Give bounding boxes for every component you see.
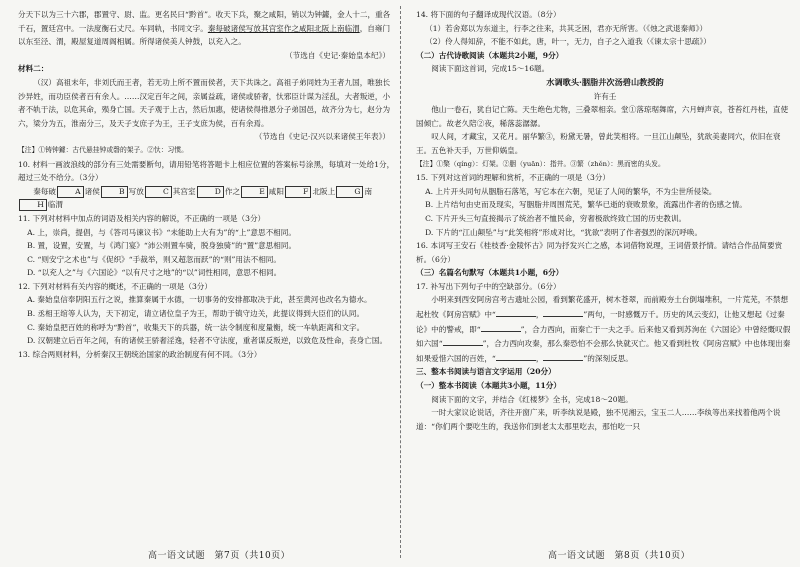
q10-token: 咸阳 xyxy=(268,186,284,196)
q11-option-b: B. 置，设置，安置，与《鸿门宴》“沛公则置车骑，脱身独骑”的“置”意思相同。 xyxy=(27,241,297,251)
q10-mark-f[interactable]: F xyxy=(285,186,311,198)
q17-stem: 17. 补写出下列句子中的空缺部分。（6分） xyxy=(416,281,561,291)
poem-note: 【注】①檠（qíng）：灯架。②胭（yuān）：指井。③繁（zhěn）：黑而密的头发。 xyxy=(416,159,665,168)
page-8-footer: 高一语文试题 第8页（共10页） xyxy=(548,551,691,561)
q17-text-3: ”，合力西向，而秦亡于一夫之手。后来他又看到苏洵在《六国论》中曾经慨叹假如六国“ xyxy=(416,324,791,349)
q12-option-d: D. 汉朝建立后百年之间，有的诸侯王骄奢淫逸，轻者不守法度，重者谋反叛逆，以致危及性命，丧身亡国。 xyxy=(27,336,388,346)
page-divider xyxy=(400,6,401,558)
material1-wavy-sentence: 秦每破诸侯写放其宫室作之咸阳北阪上南临渭 xyxy=(207,23,360,33)
section-poetry-heading: （二）古代诗歌阅读（本题共2小题，9分） xyxy=(416,50,564,60)
subsection-book-heading: （一）整本书阅读（本题共3小题，11分） xyxy=(416,381,561,391)
poem-title: 水调歌头·胭脂井次汤碧山教授韵 xyxy=(546,76,664,87)
q17-blank-3[interactable] xyxy=(481,322,521,332)
q10-token: 作之 xyxy=(224,186,241,196)
page-7-footer: 高一语文试题 第7页（共10页） xyxy=(148,551,291,561)
material1-rest: ，自雍门以东至泾、渭，殿屋复道周阁相属。所得诸侯美人钟鼓，以充入之。 xyxy=(18,23,391,47)
material1-text xyxy=(18,8,396,49)
q14-sentence-2: （2）伶人得知辞，不能不如此，唐，叶一，无力，自子之入道我（《谏太宗十思疏》） xyxy=(425,37,711,47)
q17-text-1: 小明来到西安阿房宫考古遗址公园，看到繁花盛开，树木苍翠，而前殿夯土台倒塌堆积，一片荒芜，不禁想起杜牧《阿房宫赋》中“ xyxy=(416,295,789,320)
q13-stem: 13. 综合两则材料，分析秦汉王朝统治国家的政治制度有何不同。（3分） xyxy=(18,349,262,359)
page-7 xyxy=(18,8,396,544)
q10-mark-c[interactable]: C xyxy=(145,186,172,198)
q11-option-d: D. “以充人之”与《六国论》“以有尺寸之地”的“以”词性相同，意思不相同。 xyxy=(27,268,282,278)
material1-tail: 分天下以为三十六郡，郡置守、尉、监。更名民曰“黔首”。收天下兵，聚之咸阳，销以为钟鐻，金人十二，重各千石，置廷宫中。一法度衡石丈尺。车同轨，书同文字。 xyxy=(18,10,391,33)
q10-mark-e[interactable]: E xyxy=(241,186,268,198)
q10-token: 其宫室 xyxy=(172,186,196,196)
q10-mark-d[interactable]: D xyxy=(197,186,224,198)
q10-mark-b[interactable]: B xyxy=(101,186,128,198)
q12-stem: 12. 下列对材料有关内容的概述，不正确的一项是（3分） xyxy=(18,281,212,291)
material2-label: 材料二： xyxy=(18,64,49,74)
q17-text-2: ”两句，一时感慨万千。历史的风云变幻，让他又想起《过秦论》中的警戒，即“ xyxy=(416,310,785,334)
page-8 xyxy=(416,8,794,544)
section-three-heading: 三、整本书阅读与语言文字运用（20分） xyxy=(416,367,556,377)
subsection-book-intro: 阅读下面的文字，并结合《红楼梦》全书，完成18～20题。 xyxy=(431,394,633,404)
q10-token: 诸侯 xyxy=(84,186,100,196)
q10-token: 临渭 xyxy=(47,200,63,210)
q17-blank-1[interactable] xyxy=(496,307,536,317)
q15-stem: 15. 下列对这首词的理解和赏析，不正确的一项是（3分） xyxy=(416,173,610,183)
q10-stem: 10. 材料一画波浪线的部分有三处需要断句，请用铅笔将答题卡上相应位置的答案标号涂黑，每填对一处给1分，超过三处不给分。（3分） xyxy=(18,159,395,183)
q17-passage: 小明来到西安阿房宫考古遗址公园，看到繁花盛开，树木苍翠，而前殿夯土台倒塌堆积，一片荒芜，不禁想起杜牧《阿房宫赋》中“ ， ”两句，一时感慨万千。历史的风云变幻，让他又想起《过秦论》中的警戒，即“ ”，合力西向，而秦亡于一夫之手。后来他又看到苏洵在《六国论》中曾经慨叹假如六国“ ”，合力西向攻秦，那么秦恐怕不会那么快就灭亡。他又看到杜牧《阿房宫赋》中也体现出秦如果爱惜六国的百姓，“ ， ”的深刻反思。 xyxy=(416,295,791,363)
q17-blank-4[interactable] xyxy=(443,336,483,346)
q15-option-a: A. 上片开头同句从胭脂石落笔，写它本在六朝，见证了人间的繁华，不为尘世所侵染。 xyxy=(425,186,717,196)
q17-text-5: ”的深刻反思。 xyxy=(583,353,633,363)
q10-token: 北阪上 xyxy=(312,186,336,196)
q10-sentence xyxy=(18,185,396,212)
q17-blank-2[interactable] xyxy=(543,307,583,317)
annotation-note: 【注】①铸钟鐻：古代悬挂钟或磬的架子。②忕：习惯。 xyxy=(18,145,188,154)
q11-stem: 11. 下列对材料中加点的词语及相关内容的解说，不正确的一项是（3分） xyxy=(18,213,266,223)
q12-option-a: A. 秦始皇信奉阴阳五行之说，推算秦属于水德，一切事务的安排都取决于此，甚至黄河也改名为德水。 xyxy=(27,295,372,305)
material1-source: （节选自《史记·秦始皇本纪》） xyxy=(285,50,390,60)
q10-token: 秦每破 xyxy=(33,186,56,196)
q11-option-c: C. “则安宁之术也”与《促织》“手裁举，则又超忽而跃”的“则”用法不相同。 xyxy=(27,254,281,264)
poem-stanza-1: 他山一卷石，犹自记亡陈。天生绝色尤物，三叠翠相亲。堂①落琼琚舞席，六月蝉声哀，苍苔红丹桂，直使国倾亡。故老久陪②夜，稀落蕊潺潺。 xyxy=(416,105,789,128)
q11-option-a: A. 上，崇尚，提倡，与《答司马谏议书》“未能助上大有为”的“上”意思不相同。 xyxy=(27,227,296,237)
q15-option-b: B. 上片结句由史而及现实，写胭脂井周围荒芜，繁华已逝的衰败景象，流露出作者的伤感之情。 xyxy=(425,200,747,210)
q10-token: 写放 xyxy=(128,186,144,196)
section-poetry-intro: 阅读下面这首词，完成15～16题。 xyxy=(431,64,550,74)
q17-blank-5[interactable] xyxy=(496,351,536,361)
q15-option-d: D. 下片的“江山颠坠”与“此笑相将”形成对比，“犹欲”表明了作者强烈的深沉呼唤。 xyxy=(425,227,703,237)
poem-author: 许有壬 xyxy=(593,91,617,101)
q10-token: 南 xyxy=(364,186,373,196)
q14-sentence-1: （1）若舍郑以为东道主，行李之往来，共其乏困，君亦无所害。（《烛之武退秦师》） xyxy=(425,23,708,33)
section-recitation-heading: （三）名篇名句默写（本题共1小题，6分） xyxy=(416,268,564,278)
q17-text-4: ”，合力西向攻秦，那么秦恐怕不会那么快就灭亡。他又看到杜牧《阿房宫赋》中也体现出秦如果爱惜六国的百姓，“ xyxy=(416,339,791,363)
q12-option-c: C. 秦始皇把百姓的称呼为“黔首”，收集天下的兵器，统一法令制度和度量衡，统一车轨距离和文字。 xyxy=(27,322,365,332)
q16-stem: 16. 本词写王安石《桂枝香·金陵怀古》同为抒发兴亡之感，本词借物说理，王词借景抒情。请结合作品简要赏析。（6分） xyxy=(416,241,783,264)
q12-option-b: B. 丞相王绾等人认为，天下初定，请立诸位皇子为王，帮助于镇守边关，此提议得到大臣们的认同。 xyxy=(27,309,365,319)
material2-text: （汉）高祖末年，非刘氏而王者，若无功上所不置而侯者，天下共诛之。高祖子弟同姓为王者九国，唯独长沙异姓，而功臣侯者百有余人。……汉定百年之间，亲属益疏，诸侯或骄奢，忕邪臣计谋为淫乱，大者叛逆，小者不轨于法，以危其命，殒身亡国。天子观于上古，然后加惠，使诸侯得推恩分子弟国邑，故齐分为七，赵分为六，梁分为五，淮南分三，及天子支庶子为王，王子支庶为侯，百有余焉。 xyxy=(18,77,391,128)
q10-mark-g[interactable]: G xyxy=(336,186,363,198)
q15-option-c: C. 下片开头三句直接揭示了统治者不恤民命，穷奢极欲终致亡国的历史教训。 xyxy=(425,213,687,223)
q17-blank-6[interactable] xyxy=(543,351,583,361)
material2-source: （节选自《史记·汉兴以来诸侯王年表》） xyxy=(254,132,390,142)
q10-mark-a[interactable]: A xyxy=(57,186,84,198)
poem-stanza-2: 叹人间，才藏宝，又花月。丽华繁③，粉黛无暑，曾此笑相将。一旦江山颠坠，犹欲美妻同穴，依旧在衰王。五色补天手，万世仰娲皇。 xyxy=(416,132,781,155)
q10-mark-h[interactable]: H xyxy=(19,199,47,211)
book-passage: 一时大家议论说话，齐往开窗广来，听李纨说是殿，独不见湘云，宝玉二人……李纨等出来找着他两个说道：“你们两个要吃生的，我送你们到老太太那里吃去，那怕吃一只 xyxy=(416,408,781,431)
q14-stem: 14. 将下面的句子翻译成现代汉语。（8分） xyxy=(416,10,561,19)
